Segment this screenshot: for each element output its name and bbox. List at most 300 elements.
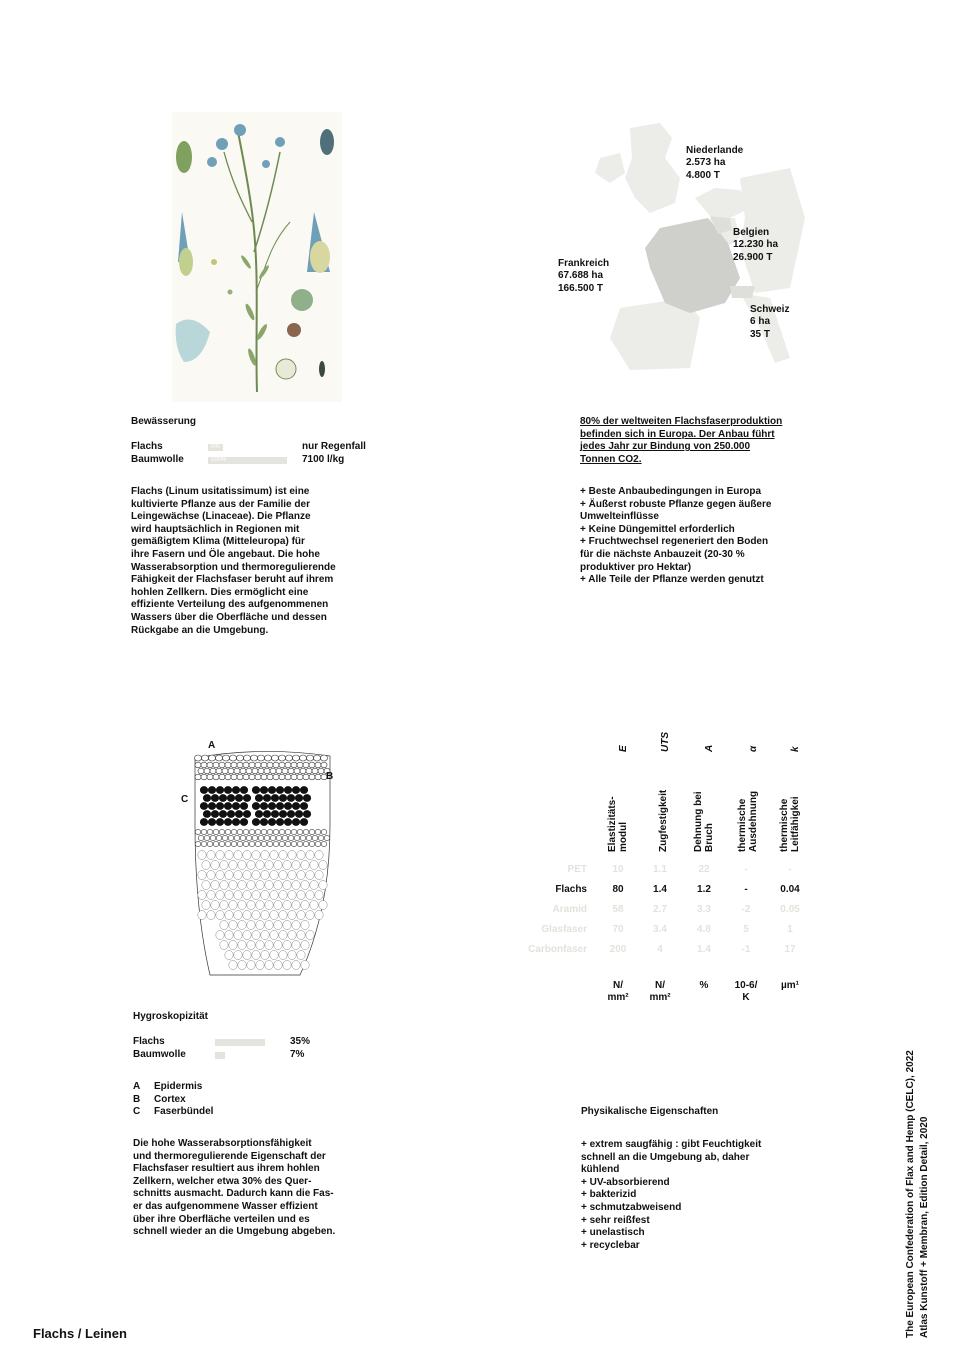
cell [274, 901, 282, 910]
cell [243, 829, 249, 834]
cell [276, 819, 283, 826]
cell [300, 768, 306, 774]
cell [261, 891, 269, 900]
cell [234, 891, 242, 900]
cell [270, 891, 278, 900]
cell [295, 795, 302, 802]
cell [200, 819, 207, 826]
cell [261, 829, 267, 834]
cell [270, 951, 278, 960]
cell [220, 861, 228, 870]
cell [216, 835, 222, 840]
cell [295, 811, 302, 818]
unit-uts: N/ mm² [649, 980, 671, 1003]
cell [271, 811, 278, 818]
header-zugfestigkeit: Zugfestigkeit [658, 789, 669, 852]
cell [303, 795, 310, 802]
cell [229, 881, 237, 890]
cell [279, 911, 287, 920]
cell [238, 921, 246, 930]
stem-cross-section-diagram [190, 740, 340, 980]
cell [208, 787, 215, 794]
table-cell: 1.2 [697, 884, 711, 895]
cell [261, 871, 269, 880]
cell [227, 795, 234, 802]
page-title: Flachs / Leinen [33, 1326, 127, 1341]
table-cell: 0.04 [780, 884, 800, 895]
cell [229, 941, 237, 950]
cell [213, 762, 219, 768]
cell [312, 835, 318, 840]
cell [279, 811, 286, 818]
cell [228, 768, 234, 774]
cell [232, 787, 239, 794]
cell [292, 881, 300, 890]
header-dehnung: Dehnung bei Bruch [693, 791, 715, 852]
cell [291, 774, 297, 780]
cell [247, 921, 255, 930]
unit-e: N/ mm² [607, 980, 629, 1003]
cell [243, 911, 251, 920]
cell [198, 911, 206, 920]
cell [285, 829, 291, 834]
cell [216, 819, 223, 826]
cell [207, 774, 213, 780]
cell [219, 841, 225, 846]
cell [210, 835, 216, 840]
cell [211, 795, 218, 802]
cell [198, 835, 204, 840]
cell [202, 901, 210, 910]
cell [224, 787, 231, 794]
table-row-label: Carbonfaser [528, 944, 587, 955]
cell [249, 774, 255, 780]
cell [288, 768, 294, 774]
cell [270, 871, 278, 880]
cell [219, 829, 225, 834]
cell [300, 755, 307, 761]
table-row-label: Glasfaser [541, 924, 587, 935]
cell [195, 762, 201, 768]
cell [207, 871, 215, 880]
table-cell: 58 [612, 904, 624, 915]
cell [309, 829, 315, 834]
table-cell: 4.8 [697, 924, 711, 935]
cell [240, 835, 246, 840]
cell [282, 768, 288, 774]
cell [285, 762, 291, 768]
cell [208, 819, 215, 826]
cell [301, 941, 309, 950]
hygro-label-flachs: Flachs [133, 1036, 165, 1047]
cell [272, 755, 279, 761]
cell [234, 871, 242, 880]
cell [220, 921, 228, 930]
cell [207, 851, 215, 860]
cell [256, 961, 264, 970]
cell [258, 755, 265, 761]
cell [225, 891, 233, 900]
cell [219, 795, 226, 802]
symbol-alpha: α [748, 745, 759, 752]
irrigation-title: Bewässerung [131, 416, 197, 427]
cell [297, 774, 303, 780]
cell [261, 911, 269, 920]
cell [303, 811, 310, 818]
irrigation-value-flachs: nur Regenfall [302, 441, 366, 452]
cell [224, 803, 231, 810]
cell [279, 951, 287, 960]
cell [288, 931, 296, 940]
cell [247, 881, 255, 890]
cell [297, 871, 305, 880]
cell [231, 829, 237, 834]
hygro-bar-baumwolle [215, 1052, 225, 1059]
cell [237, 774, 243, 780]
cell [247, 901, 255, 910]
cell [292, 803, 299, 810]
cell [274, 921, 282, 930]
cell [321, 841, 327, 846]
cell [234, 931, 242, 940]
cell [238, 961, 246, 970]
cell [252, 911, 260, 920]
cell [276, 803, 283, 810]
legend-item-a: A Epidermis [133, 1081, 203, 1092]
cell [267, 774, 273, 780]
cell [252, 835, 258, 840]
unit-a: % [699, 980, 709, 991]
cell [279, 841, 285, 846]
cell [274, 861, 282, 870]
cell [292, 787, 299, 794]
cell [211, 901, 219, 910]
cell [238, 901, 246, 910]
cell [297, 841, 303, 846]
table-cell: 3.3 [697, 904, 711, 915]
cell [235, 811, 242, 818]
cell [222, 835, 228, 840]
cell [243, 795, 250, 802]
cell [321, 755, 328, 761]
cell [258, 768, 264, 774]
cell [297, 851, 305, 860]
cell [303, 829, 309, 834]
cell [202, 881, 210, 890]
cell [297, 891, 305, 900]
cell [198, 871, 206, 880]
cell [201, 841, 207, 846]
cell [231, 774, 237, 780]
cell [237, 762, 243, 768]
cell [249, 841, 255, 846]
cell [230, 755, 237, 761]
cell [273, 774, 279, 780]
cell [264, 768, 270, 774]
cell [225, 762, 231, 768]
cell [211, 861, 219, 870]
cell [208, 803, 215, 810]
cell [288, 835, 294, 840]
table-cell: 5 [743, 924, 749, 935]
cell [303, 774, 309, 780]
cell [318, 835, 324, 840]
table-cell: 80 [612, 884, 624, 895]
hygro-value-baumwolle: 7% [290, 1049, 305, 1060]
cell [268, 787, 275, 794]
table-row-label: Flachs [555, 884, 587, 895]
cell [237, 755, 244, 761]
cell [297, 911, 305, 920]
cell [319, 861, 327, 870]
cell [243, 871, 251, 880]
legend-item-c: C Faserbündel [133, 1106, 214, 1117]
cell [315, 851, 323, 860]
table-cell: 1.1 [653, 864, 667, 875]
cell [273, 841, 279, 846]
cell [273, 762, 279, 768]
cell [314, 755, 321, 761]
cell [225, 841, 231, 846]
cell [216, 755, 223, 761]
cell [270, 931, 278, 940]
cell [198, 768, 204, 774]
cell [270, 911, 278, 920]
cell [319, 901, 327, 910]
cell [243, 891, 251, 900]
cell [276, 768, 282, 774]
irrigation-bar-baumwolle: 100% [208, 457, 287, 464]
cell [292, 861, 300, 870]
map-label-niederlande: Niederlande 2.573 ha 4.800 T [686, 144, 744, 181]
cell [229, 961, 237, 970]
physics-points: + extrem saugfähig : gibt Feuchtigkeit schnell an die Umgebung ab, daher kühlend + UV-absorbierend + bakterizid + schmutzabweisend + sehr reißfest + unelastisch + recyclebar [581, 1139, 762, 1251]
cell [306, 871, 314, 880]
cell [279, 829, 285, 834]
cell [256, 921, 264, 930]
cell [234, 768, 240, 774]
cell [243, 951, 251, 960]
cell [255, 811, 262, 818]
cell [268, 803, 275, 810]
cell [255, 795, 262, 802]
cell [261, 762, 267, 768]
cell [265, 921, 273, 930]
cell [225, 911, 233, 920]
cell [292, 941, 300, 950]
cell [294, 835, 300, 840]
cell [195, 774, 201, 780]
cell [240, 768, 246, 774]
cell [297, 951, 305, 960]
cell [237, 841, 243, 846]
cell [202, 755, 209, 761]
irrigation-label-baumwolle: Baumwolle [131, 454, 184, 465]
table-row-label: Aramid [552, 904, 587, 915]
cell [243, 931, 251, 940]
cell [216, 803, 223, 810]
cell [203, 795, 210, 802]
cell [301, 961, 309, 970]
cell [310, 861, 318, 870]
cell [270, 835, 276, 840]
cell [274, 881, 282, 890]
hygro-value-flachs: 35% [290, 1036, 311, 1047]
cell [265, 901, 273, 910]
cell [287, 811, 294, 818]
cell [207, 841, 213, 846]
cell [234, 911, 242, 920]
table-cell: - [744, 864, 748, 875]
cell [318, 768, 324, 774]
cell [224, 819, 231, 826]
cell [216, 931, 224, 940]
cell [252, 891, 260, 900]
cell [274, 961, 282, 970]
cell [255, 762, 261, 768]
cell [198, 851, 206, 860]
cell [251, 755, 258, 761]
cell [291, 829, 297, 834]
cell [279, 891, 287, 900]
cell [216, 787, 223, 794]
cell [283, 881, 291, 890]
source-2: Atlas Kunstoff + Membran, Edition Detail, 2020 [919, 1116, 930, 1338]
cell [238, 861, 246, 870]
cell [237, 829, 243, 834]
cell [284, 787, 291, 794]
cell [220, 881, 228, 890]
cell [229, 921, 237, 930]
cell [220, 941, 228, 950]
cell [225, 951, 233, 960]
header-leitfaehigkeit: thermische Leitfähigkei [779, 796, 801, 852]
hygro-bar-flachs [215, 1039, 265, 1046]
cell [232, 819, 239, 826]
irrigation-bar-flachs: 0% [208, 444, 223, 451]
irrigation-value-baumwolle: 7100 l/kg [302, 454, 345, 465]
cell [279, 931, 287, 940]
cell [201, 774, 207, 780]
table-cell: 22 [698, 864, 710, 875]
irrigation-label-flachs: Flachs [131, 441, 163, 452]
cell [265, 861, 273, 870]
cell [261, 951, 269, 960]
cell [260, 819, 267, 826]
cell [256, 941, 264, 950]
cell [315, 871, 323, 880]
cell [267, 829, 273, 834]
cell [216, 911, 224, 920]
cell [216, 891, 224, 900]
cell [247, 941, 255, 950]
cell [263, 811, 270, 818]
cell [243, 811, 250, 818]
cell [300, 835, 306, 840]
cell [267, 762, 273, 768]
cell [315, 891, 323, 900]
cell [249, 762, 255, 768]
cell [252, 871, 260, 880]
legend [133, 1081, 213, 1119]
table-cell: -2 [741, 904, 751, 915]
cell [283, 941, 291, 950]
cell [235, 795, 242, 802]
cell [201, 762, 207, 768]
cell [265, 755, 272, 761]
cell [319, 881, 327, 890]
cell [279, 774, 285, 780]
cell [292, 901, 300, 910]
cell [315, 762, 321, 768]
cell [306, 931, 314, 940]
cell [279, 871, 287, 880]
cell [276, 835, 282, 840]
cell [247, 961, 255, 970]
table-cell: 2.7 [653, 904, 667, 915]
cell [207, 762, 213, 768]
europe-headline: 80% der weltweiten Flachsfaserproduktion befinden sich in Europa. Der Anbau führt jedes Jahr zur Bindung von 250.000 Tonnen CO2. [580, 416, 783, 465]
cell [238, 941, 246, 950]
cell [288, 871, 296, 880]
cell [309, 762, 315, 768]
cell [216, 871, 224, 880]
cell [252, 803, 259, 810]
cell [265, 961, 273, 970]
cell [247, 861, 255, 870]
table-row-label: PET [567, 864, 587, 875]
cell [220, 901, 228, 910]
cell [240, 803, 247, 810]
legend-item-b: B Cortex [133, 1093, 186, 1105]
source-1: The European Confederation of Flax and Hemp (CELC), 2022 [905, 1050, 916, 1338]
cell [213, 841, 219, 846]
cell [301, 921, 309, 930]
cell [249, 829, 255, 834]
table-cell: 70 [612, 924, 624, 935]
cell [211, 811, 218, 818]
cell [301, 861, 309, 870]
cell [219, 811, 226, 818]
cell [276, 787, 283, 794]
cell [202, 861, 210, 870]
cell [287, 795, 294, 802]
cell [271, 795, 278, 802]
cell [292, 819, 299, 826]
cell [223, 755, 230, 761]
cell [200, 803, 207, 810]
cell [207, 911, 215, 920]
cell [243, 762, 249, 768]
cell [260, 803, 267, 810]
cell [279, 795, 286, 802]
cell [297, 931, 305, 940]
hygro-label-baumwolle: Baumwolle [133, 1049, 186, 1060]
cell [303, 762, 309, 768]
table-cell: 0.05 [780, 904, 800, 915]
cell [321, 829, 327, 834]
cell [231, 762, 237, 768]
cell [225, 851, 233, 860]
cell [284, 803, 291, 810]
cell [210, 768, 216, 774]
table-cell: 17 [784, 944, 796, 955]
table-cell: 1.4 [697, 944, 711, 955]
cell [211, 881, 219, 890]
cell [213, 774, 219, 780]
hygro-title: Hygroskopizität [133, 1011, 209, 1022]
cell [288, 951, 296, 960]
